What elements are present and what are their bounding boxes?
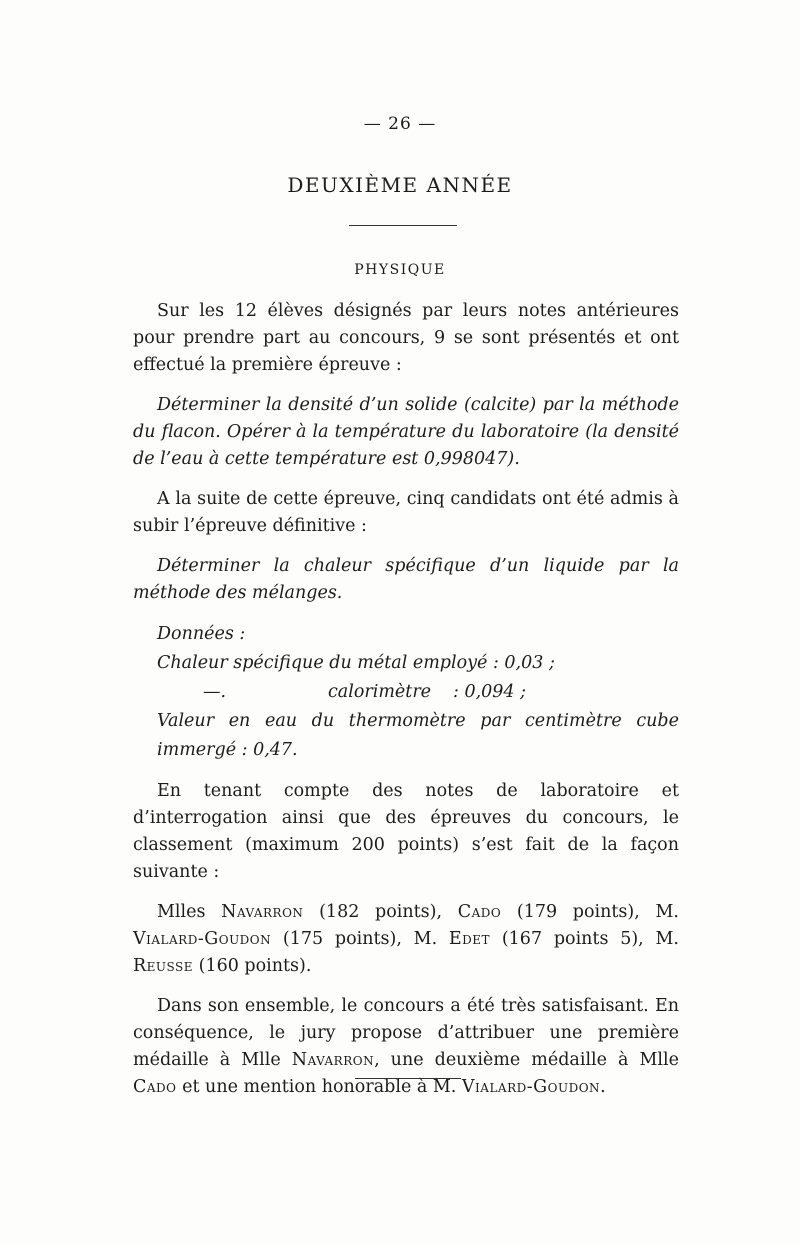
ranking-prefix-1: Mlles	[157, 902, 206, 922]
ranking-paragraph	[133, 899, 679, 980]
donnee2-value: : 0,094 ;	[453, 682, 527, 702]
conclusion-paragraph	[133, 993, 679, 1101]
page-title: DEUXIÈME ANNÉE	[287, 173, 513, 197]
ranking-name-2: Cado	[457, 902, 502, 922]
ranking-prefix-2: M.	[655, 902, 679, 922]
donnee2-dash: —.	[203, 682, 227, 702]
task2-paragraph: Déterminer la chaleur spécifique d’un liquide par la méthode des mélanges.	[133, 556, 679, 603]
ranking-score-5: (160 points).	[198, 956, 312, 976]
ranking-score-4: (167 points 5),	[501, 929, 644, 949]
conclusion-part-3: et une mention honorable à M.	[182, 1077, 457, 1097]
bottom-divider	[355, 1078, 461, 1079]
conclusion-name-1: Navarron	[291, 1050, 375, 1070]
result1-paragraph: A la suite de cette épreuve, cinq candidats ont été admis à subir l’épreuve définitive :	[133, 489, 679, 536]
ranking-name-4: Edet	[448, 929, 491, 949]
donnees-block	[133, 620, 679, 765]
conclusion-part-2: , une deuxième médaille à Mlle	[374, 1050, 679, 1070]
donnee-line-2	[133, 678, 679, 707]
body-text	[133, 298, 679, 1114]
ranking-name-3: Vialard-Goudon	[133, 929, 272, 949]
ranking-name-5: Reusse	[133, 956, 194, 976]
donnees-label: Données :	[157, 624, 246, 644]
donnee2-label: calorimètre	[328, 682, 432, 702]
donnee-line-1: Chaleur spécifique du métal employé : 0,03 ;	[157, 653, 555, 673]
conclusion-part-1: Dans son ensemble, le concours a été très satisfaisant. En conséquence, le jury propose d’attribuer une première médaille à Mlle	[133, 996, 679, 1070]
conclusion-part-4: .	[600, 1077, 606, 1097]
section-title: PHYSIQUE	[354, 262, 446, 278]
top-divider	[349, 225, 457, 226]
conclusion-name-2: Cado	[133, 1077, 177, 1097]
task1-paragraph: Déterminer la densité d’un solide (calcite) par la méthode du flacon. Opérer à la température du laboratoire (la densité de l’eau à cette température est 0,998047).	[133, 395, 679, 469]
ranking-score-2: (179 points),	[516, 902, 640, 922]
ranking-score-1: (182 points),	[319, 902, 443, 922]
donnee-line-3: Valeur en eau du thermomètre par centimètre cube immergé : 0,47.	[157, 711, 679, 760]
ranking-prefix-3: M.	[655, 929, 679, 949]
intro-paragraph: Sur les 12 élèves désignés par leurs notes antérieures pour prendre part au concours, 9 se sont présentés et ont effectué la première épreuve :	[133, 301, 679, 375]
ranking-score-3: (175 points), M.	[282, 929, 438, 949]
classement-paragraph: En tenant compte des notes de laboratoire et d’interrogation ainsi que des épreuves du concours, le classement (maximum 200 points) s’est fait de la façon suivante :	[133, 781, 679, 882]
conclusion-name-3: Vialard-Goudon	[461, 1077, 601, 1097]
page-number: — 26 —	[363, 114, 437, 134]
ranking-name-1: Navarron	[221, 902, 304, 922]
